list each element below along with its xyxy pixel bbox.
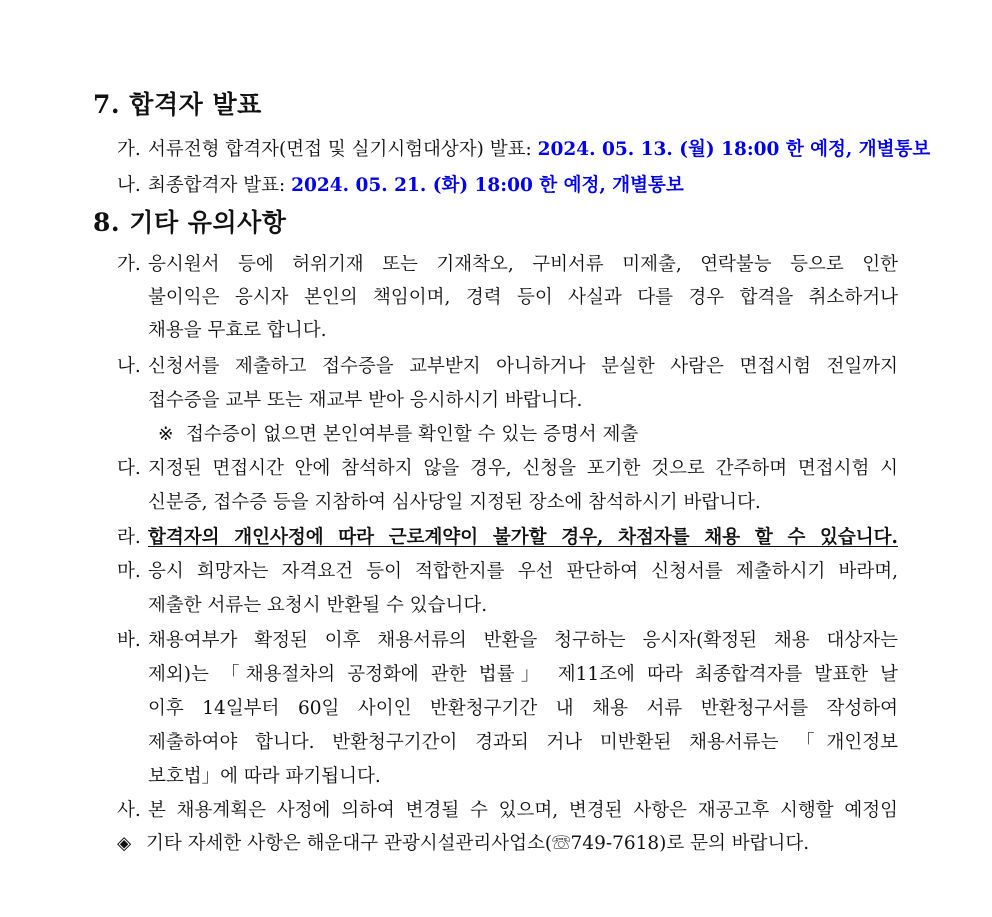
item-text	[148, 172, 684, 200]
section-7-title: 7. 합격자 발표	[93, 90, 262, 119]
announcement-label: 최종합격자 발표:	[148, 175, 286, 196]
item-line: 채용을 무효로 합니다.	[148, 320, 327, 341]
item-marker: 가.	[117, 139, 141, 160]
item-marker: 가.	[117, 254, 141, 275]
item-line: 채용여부가 확정된 이후 채용서류의 반환을 청구하는 응시자(확정된 채용 대상자는	[148, 630, 898, 651]
item-line: 제출하여야 합니다. 반환청구기간이 경과되 거나 미반환된 채용서류는 「개인정보	[148, 732, 898, 753]
item-line: 응시원서 등에 허위기재 또는 기재착오, 구비서류 미제출, 연락불능 등으로 인한	[148, 254, 898, 275]
item-line: 불이익은 응시자 본인의 책임이며, 경력 등이 사실과 다를 경우 합격을 취소하거나	[148, 287, 898, 308]
item-marker: 마.	[117, 561, 141, 582]
note-text: 접수증이 없으면 본인여부를 확인할 수 있는 증명서 제출	[186, 424, 639, 445]
item-text	[148, 136, 930, 164]
item-line: 보호법」에 따라 파기됩니다.	[148, 766, 381, 787]
item-line: 신청서를 제출하고 접수증을 교부받지 아니하거나 분실한 사람은 면접시험 전일까지	[148, 356, 898, 377]
item-marker: 라.	[117, 527, 141, 548]
item-marker: 바.	[117, 630, 141, 651]
item-marker: 다.	[117, 458, 141, 479]
contact-text: 기타 자세한 사항은 해운대구 관광시설관리사업소(☏749-7618)로 문의 바랍니다.	[146, 833, 810, 854]
item-line: 접수증을 교부 또는 재교부 받아 응시하시기 바랍니다.	[148, 390, 583, 411]
item-line: 본 채용계획은 사정에 의하여 변경될 수 있으며, 변경된 사항은 재공고후 시행할 예정임	[148, 800, 898, 821]
announcement-date: 2024. 05. 13. (월) 18:00 한 예정, 개별통보	[537, 139, 931, 160]
note-symbol: ※	[158, 424, 174, 445]
item-line: 제출한 서류는 요청시 반환될 수 있습니다.	[148, 595, 488, 616]
item-line: 응시 희망자는 자격요건 등이 적합한지를 우선 판단하여 신청서를 제출하시기 바라며,	[148, 561, 898, 582]
announcement-label: 서류전형 합격자(면접 및 실기시험대상자) 발표:	[148, 139, 532, 160]
item-line: 신분증, 접수증 등을 지참하여 심사당일 지정된 장소에 참석하시기 바랍니다.	[148, 492, 761, 513]
item-line: 제외)는 「채용절차의 공정화에 관한 법률」 제11조에 따라 최종합격자를 발표한 날	[148, 664, 898, 685]
section-8-title: 8. 기타 유의사항	[93, 208, 287, 237]
item-line-emphasis: 합격자의 개인사정에 따라 근로계약이 불가할 경우, 차점자를 채용 할 수 있습니다.	[148, 527, 898, 548]
announcement-date: 2024. 05. 21. (화) 18:00 한 예정, 개별통보	[291, 175, 684, 196]
item-marker: 나.	[117, 356, 141, 377]
item-line: 지정된 면접시간 안에 참석하지 않을 경우, 신청을 포기한 것으로 간주하며 면접시험 시	[148, 458, 898, 479]
item-marker: 사.	[117, 800, 141, 821]
item-marker: 나.	[117, 175, 141, 196]
item-line: 이후 14일부터 60일 사이인 반환청구기간 내 채용 서류 반환청구서를 작성하여	[148, 698, 898, 719]
diamond-bullet-icon: ◈	[117, 833, 132, 854]
